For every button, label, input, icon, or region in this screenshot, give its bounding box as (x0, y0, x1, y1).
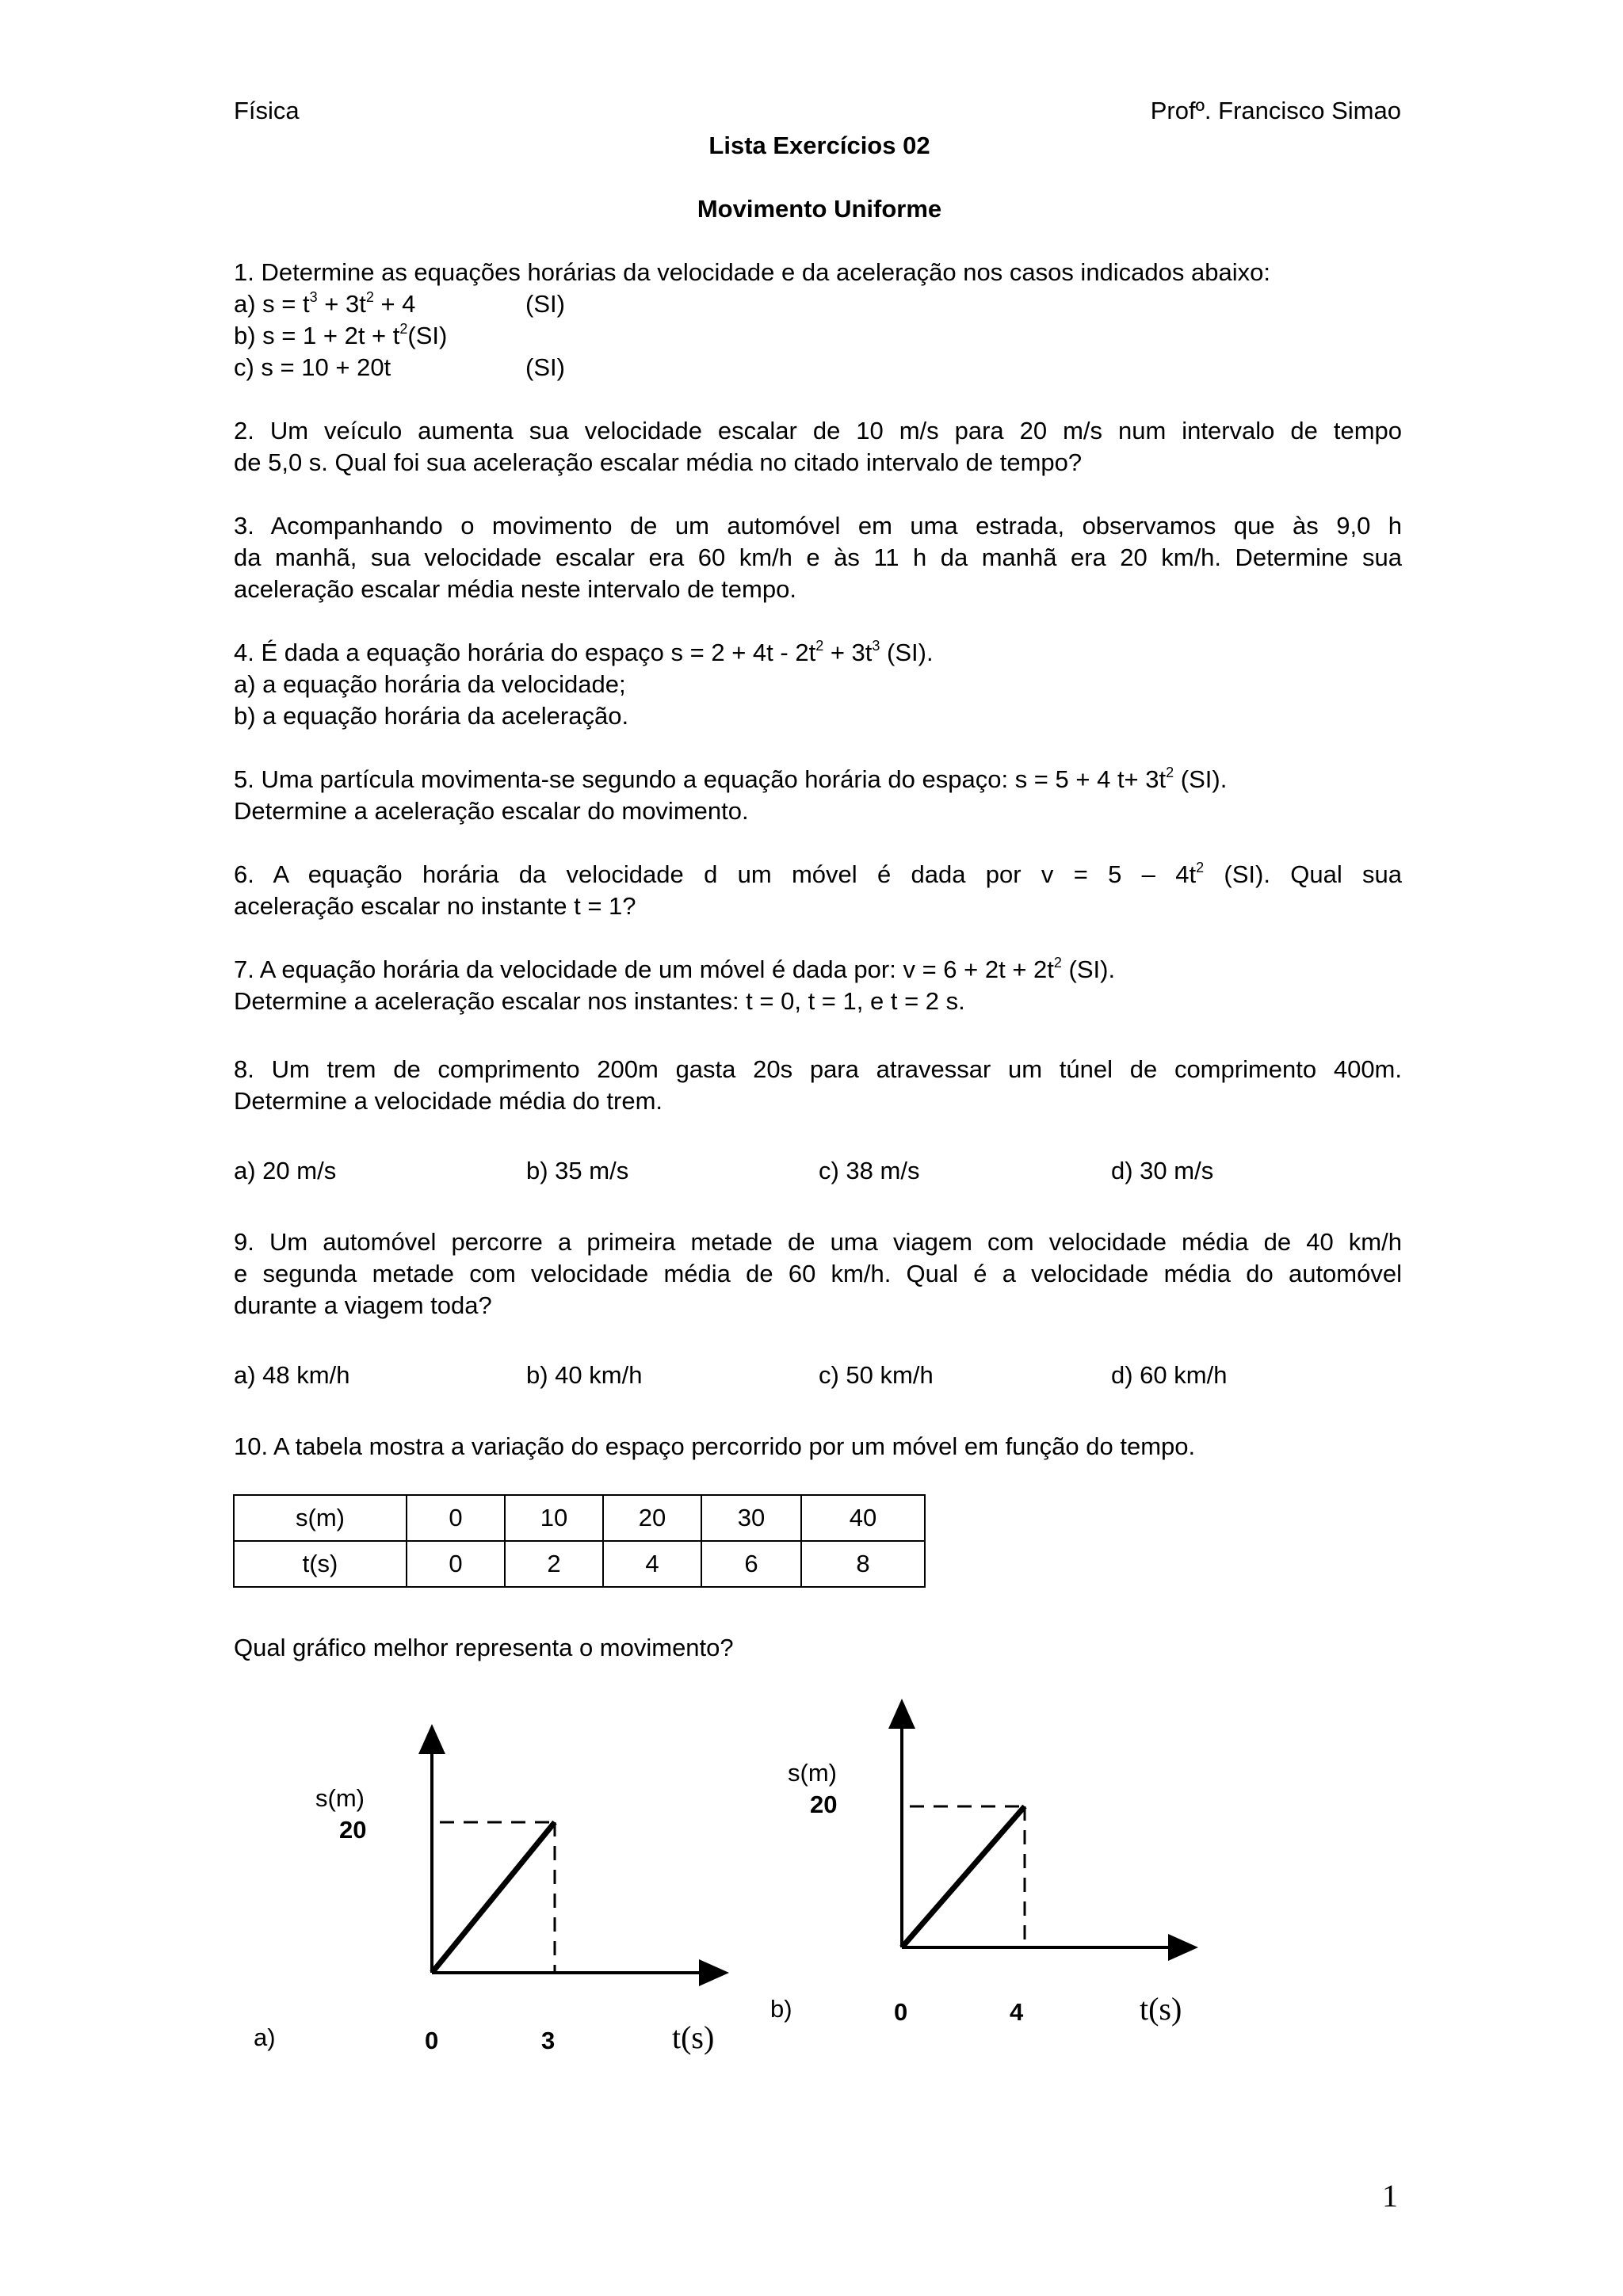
table-cell: 10 (505, 1495, 603, 1541)
graph-b-y-tick: 20 (810, 1791, 838, 1818)
question-6: 6. A equação horária da velocidade d um móvel é dada por $v = 5 - 4t^2$ (SI). Qual sua aceleração escalar no instante t = 1? (234, 859, 1403, 920)
question-5: 5. Uma partícula movimenta-se segundo a equação horária do espaço: s = 5 + 4 $t+ 3t^2$ (SI). Determine a aceleração escalar do movimento. (234, 764, 1228, 825)
graph-a-option-label: a) (254, 2023, 276, 2051)
page-number: 1 (1382, 2178, 1398, 2214)
page-subtitle: Movimento Uniforme (697, 195, 942, 223)
graph-a-y-tick: 20 (339, 1816, 367, 1844)
q8-option-c: c) 38 m/s (819, 1157, 920, 1184)
graph-a-xlabel: t(s) (672, 2019, 715, 2055)
question-1-item-b: b) $s = 1 + 2t + t^2(SI)$ (234, 320, 448, 349)
question-9: 9. Um automóvel percorre a primeira metade de uma viagem com velocidade média de 40 km/h e segunda metade com velocidade média de 60 km/h. Qual é a velocidade média do automóvel durante a viagem toda? (234, 1228, 1402, 1319)
q9-option-a: a) 48 km/h (234, 1361, 350, 1389)
table-cell: s(m) (234, 1495, 407, 1541)
table-cell: 30 (701, 1495, 801, 1541)
q8-option-a: a) 20 m/s (234, 1157, 337, 1184)
table-cell: 4 (603, 1541, 701, 1587)
question-2: 2. Um veículo aumenta sua velocidade escalar de 10 m/s para 20 m/s num intervalo de tempo de 5,0 s. Qual foi sua aceleração escalar média no citado intervalo de tempo? (234, 417, 1402, 476)
question-1-item-a: a) $s = t^3 + 3t^2 + 4$ (SI) (234, 288, 565, 318)
question-7: 7. A equação horária da velocidade de um móvel é dada por: $v = 6 + 2t + 2t^2$ (SI). Determine a aceleração escalar nos instantes: t = 0, t = 1, e t = 2 s. (234, 954, 1116, 1015)
question-8: 8. Um trem de comprimento 200m gasta 20s para atravessar um túnel de comprimento 400m. Determine a velocidade média do trem. (234, 1055, 1402, 1115)
q8-option-b: b) 35 m/s (526, 1157, 629, 1184)
question-4: 4. É dada a equação horária do espaço $s = 2 + 4t - 2t^2 + 3t^3$ (SI). a) a equação horária da velocidade; b) a equação horária da aceleração. (234, 637, 1402, 732)
graph-b-x-tick-0: 0 (894, 1998, 908, 2026)
graph-a-x-tick-1: 3 (541, 2027, 556, 2054)
q9-option-d: d) 60 km/h (1111, 1361, 1228, 1389)
graph-b-option-label: b) (770, 1995, 792, 2023)
graph-a-x-tick-0: 0 (425, 2027, 439, 2054)
table-cell: 0 (407, 1541, 505, 1587)
question-1-item-c: c) s = 10 + 20t (SI) (234, 353, 565, 381)
table-cell: 6 (701, 1541, 801, 1587)
table-cell: 2 (505, 1541, 603, 1587)
question-10-prompt: Qual gráfico melhor representa o movimento? (234, 1634, 734, 1661)
q8-option-d: d) 30 m/s (1111, 1157, 1214, 1184)
question-3: 3. Acompanhando o movimento de um automóvel em uma estrada, observamos que às 9,0 h da manhã, sua velocidade escalar era 60 km/h e às 11 h da manhã era 20 km/h. Determine sua aceleração escalar média neste intervalo de tempo. (234, 512, 1402, 603)
page-title: Lista Exercícios 02 (708, 132, 930, 159)
graph-b-xlabel: t(s) (1140, 1991, 1182, 2027)
graph-b-x-tick-1: 4 (1010, 1998, 1024, 2026)
graph-a-ylabel: s(m) (315, 1784, 365, 1812)
q9-option-c: c) 50 km/h (819, 1361, 934, 1389)
subject-label: Física (234, 97, 300, 124)
question-4-statement: 4. É dada a equação horária do espaço $s = 2 + 4t - 2t^2 + 3t^3$ (SI). (234, 637, 934, 666)
question-10-statement: 10. A tabela mostra a variação do espaço percorrido por um móvel em função do tempo. (234, 1432, 1196, 1460)
table-cell: 20 (603, 1495, 701, 1541)
graph-b-ylabel: s(m) (788, 1759, 837, 1787)
table-cell: t(s) (234, 1541, 407, 1587)
question-1-statement: 1. Determine as equações horárias da velocidade e da aceleração nos casos indicados abaixo: (234, 258, 1270, 286)
table-cell: 40 (801, 1495, 925, 1541)
table-cell: 8 (801, 1541, 925, 1587)
q9-option-b: b) 40 km/h (526, 1361, 643, 1389)
data-line (902, 1806, 1025, 1947)
table-cell: 0 (407, 1495, 505, 1541)
teacher-label: Profº. Francisco Simao (1150, 97, 1401, 124)
